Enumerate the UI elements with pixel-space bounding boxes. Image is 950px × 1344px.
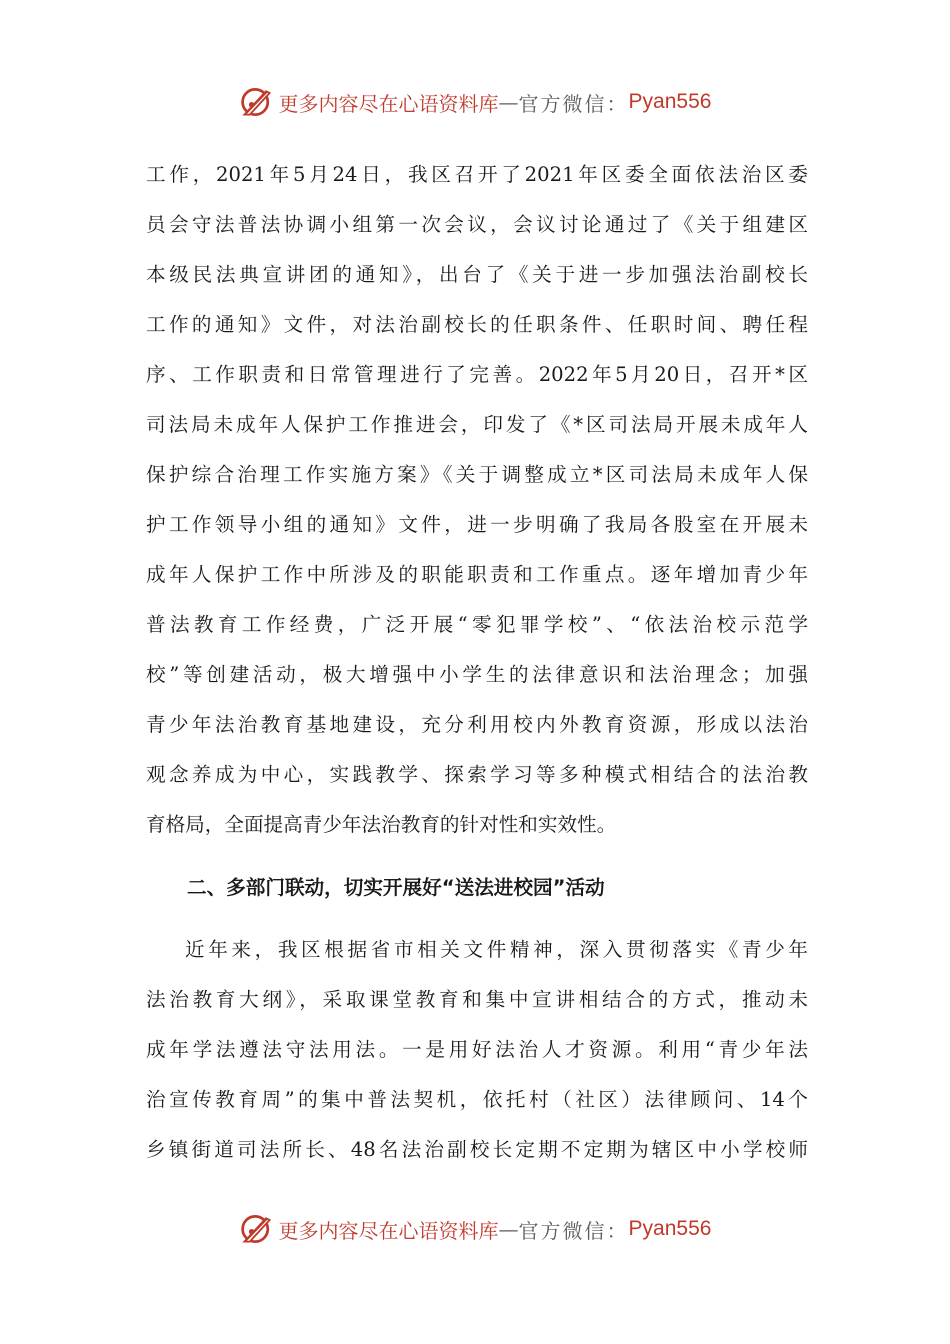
text-line: 青少年法治教育基地建设，充分利用校内外教育资源，形成以法治 <box>146 713 808 736</box>
document-body <box>146 150 808 1175</box>
text-line: 乡镇街道司法所长、48名法治副校长定期不定期为辖区中小学校师 <box>146 1138 808 1161</box>
banner-wechat-label: 官方微信： <box>518 1218 629 1243</box>
text-line: 本级民法典宣讲团的通知》，出台了《关于进一步加强法治副校长 <box>146 263 808 286</box>
banner-separator: — <box>498 90 519 114</box>
text-line: 工作的通知》文件，对法治副校长的任职条件、任职时间、聘任程 <box>146 313 808 336</box>
text-line: 员会守法普法协调小组第一次会议，会议讨论通过了《关于组建区 <box>146 213 808 236</box>
text-line: 法治教育大纲》，采取课堂教育和集中宣讲相结合的方式，推动未 <box>146 988 808 1011</box>
banner-wechat-label: 官方微信： <box>518 91 629 116</box>
paragraph-1 <box>146 150 808 850</box>
text-line: 近年来，我区根据省市相关文件精神，深入贯彻落实《青少年 <box>185 938 808 961</box>
text-line: 成年人保护工作中所涉及的职能职责和工作重点。逐年增加青少年 <box>146 563 808 586</box>
text-line: 保护综合治理工作实施方案》《关于调整成立*区司法局未成年人保 <box>146 463 808 486</box>
footer-banner <box>0 1207 950 1251</box>
text-line: 育格局，全面提高青少年法治教育的针对性和实效性。 <box>146 813 617 836</box>
quill-pen-logo-icon <box>239 84 275 120</box>
text-line: 治宣传教育周”的集中普法契机，依托村（社区）法律顾问、14个 <box>146 1088 808 1111</box>
quill-pen-logo-icon <box>239 1211 275 1247</box>
text-line: 成年学法遵法守法用法。一是用好法治人才资源。利用“青少年法 <box>146 1038 808 1061</box>
banner-separator: — <box>498 1217 519 1241</box>
banner-wechat-id: Pyan556 <box>628 1217 712 1240</box>
text-line: 普法教育工作经费，广泛开展“零犯罪学校”、“依法治校示范学 <box>146 613 808 636</box>
section-heading: 二、多部门联动，切实开展好“送法进校园”活动 <box>187 876 605 899</box>
banner-wechat-id: Pyan556 <box>628 90 712 113</box>
text-line: 序、工作职责和日常管理进行了完善。2022年5月20日，召开*区 <box>146 363 808 386</box>
paragraph-2 <box>146 925 808 1175</box>
text-line: 工作，2021年5月24日，我区召开了2021年区委全面依法治区委 <box>146 163 808 186</box>
text-line: 校”等创建活动，极大增强中小学生的法律意识和法治理念；加强 <box>146 663 808 686</box>
header-banner <box>0 80 950 124</box>
text-line: 护工作领导小组的通知》文件，进一步明确了我局各股室在开展未 <box>146 513 808 536</box>
banner-brand-text: 更多内容尽在心语资料库 <box>278 1218 499 1243</box>
text-line: 观念养成为中心，实践教学、探索学习等多种模式相结合的法治教 <box>146 763 808 786</box>
banner-brand-text: 更多内容尽在心语资料库 <box>278 91 499 116</box>
text-line: 司法局未成年人保护工作推进会，印发了《*区司法局开展未成年人 <box>146 413 808 436</box>
